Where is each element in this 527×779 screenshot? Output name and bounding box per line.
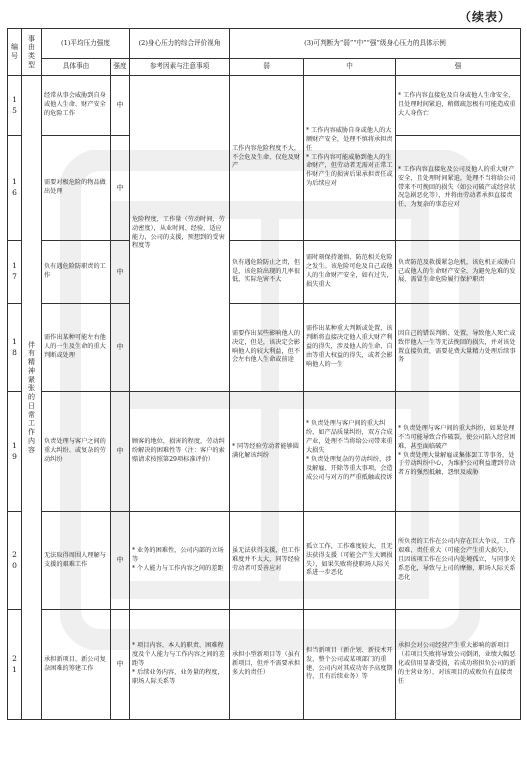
header-weak: 弱 <box>230 59 304 76</box>
table-row <box>8 241 521 304</box>
weak-15-16: 工作内容危险程度不大，不会危及生命、仅危及财产 <box>230 76 304 241</box>
weak-20: 虽无法获得支援，但工作难度并不太大，同等经验劳动者可妥善应对 <box>230 512 304 610</box>
header-category: 事由类型 <box>22 29 42 76</box>
medium-15-16: * 工作内容威胁自身或他人的大额财产安全，处理不慎将承担责任 * 工作内容可能威胁到他人的生命财产，但劳动者无需对正常工作财产生的损害后果承担责任或为后续应对 <box>304 76 396 241</box>
row-intensity: 中 <box>111 392 130 512</box>
header-strong: 强 <box>396 59 521 76</box>
row-intensity: 中 <box>111 136 130 241</box>
table-row <box>8 304 521 392</box>
ref-21: * 项目内容、本人的职责、困难程度及个人能力与工作内容之间的差距等 * 后续业务内容、业务量的程度，职场人际关系等 <box>130 610 230 720</box>
table-row <box>8 610 521 720</box>
table-row <box>8 512 521 610</box>
row-matter: 承担新项目、新公司复杂困难的筹建工作 <box>42 610 111 720</box>
weak-18: 需要作出某些影响他人的决定，但是，该决定会影响他人的较大利益，但不会左右他人生命或前途 <box>230 304 304 392</box>
strong-15: * 工作内容直接危及自身或他人生命安全，且处理时间紧迫，稍微疏忽极有可能造成重大人身伤亡 <box>396 76 521 136</box>
row-matter: 经常从事会威胁到自身或他人生命、财产安全的危险工作 <box>42 76 111 136</box>
row-number: 18 <box>8 304 22 392</box>
row-matter: 需作出某种可能左右他人的一生及生命的重大判断或处理 <box>42 304 111 392</box>
row-number: 21 <box>8 610 22 720</box>
header-avg-pressure: (1)平均压力强度 <box>42 29 130 59</box>
medium-21: 担当新项目（新企划、新技术开发，整个公司或某项部门的重建，公司内对其成功寄予高度期待，且有后续业务）等 <box>304 610 396 720</box>
row-intensity: 中 <box>111 304 130 392</box>
header-mental-pressure: (2)身心压力的综合评价视角 <box>130 29 230 59</box>
weak-17: 负有遇危险防止之责，但是，该危险出现的几率很低，实际危害不大 <box>230 241 304 304</box>
row-number: 19 <box>8 392 22 512</box>
medium-19: * 负责处理与客户间的重大纠纷，如产品质量纠纷，双方合成产业，处理不当将给公司带来重大损失 * 负责处理复杂的劳动纠纷，涉及解雇、开除等重大事项，会造成公司与对方的严重抵触或投诉 <box>304 392 396 512</box>
row-matter: 负有遇危险防职责的工作 <box>42 241 111 304</box>
row-number: 17 <box>8 241 22 304</box>
ref-factors-group: 危险程度，工作量（劳动时间、劳动密度），从业时间、经验，适应能力，公司的支援，预想到的受害程度等 <box>130 76 230 392</box>
medium-18: 需作出某种重大判断或处置，该判断将直接决定他人重大财产利益的得失，涉及他人的生命、自由等重大权益的得失，或者会影响他人的一生 <box>304 304 396 392</box>
row-matter: 无法取得周围人理解与支援的艰难工作 <box>42 512 111 610</box>
weak-21: 承担小型新项目等（虽有新项目，但并不需要承担多大的责任） <box>230 610 304 720</box>
strong-21: 承担会对公司经营产生重大影响的新项目（若项目失败将导致公司倒闭，业绩大幅恶化或信用显著受损，若成功将担负公司的新的主营业务），对该项目的成败负有直接责任 <box>396 610 521 720</box>
row-number: 20 <box>8 512 22 610</box>
header-specific-matter: 具体事由 <box>42 59 111 76</box>
row-intensity: 中 <box>111 512 130 610</box>
strong-20: 所负责的工作在公司内存在巨大争议，工作艰难，责任重大（可能会产生重大损失），且因该项工作在公司内处境孤立，与同事关系恶化，导致与上司的摩擦，职场人际关系恶化 <box>396 512 521 610</box>
strong-16: * 工作内容直接危及公司及他人的重大财产安全，且处理时间紧迫，处理不当将给公司带来不可挽回的损失（如公司破产或经营状况急剧恶化等），并将由劳动者承担直接责任，为复杂的事态应对 <box>396 136 521 241</box>
strong-17: 负责防范及救援紧急危机，该危机正威胁自己或他人的生命财产安全，为避免危难的发展，需冒生命危险履行保护职责 <box>396 241 521 304</box>
category-cell: 伴有精神紧张的日常工作内容 <box>22 76 42 720</box>
header-row-1 <box>8 29 521 59</box>
weak-19: * 同等经验劳动者能够圆满化解该纠纷 <box>230 392 304 512</box>
medium-17: 需时刻保持谨慎，防范相关危险之发生。该危险可危及自己或他人的生命财产安全，如有过失，损失重大 <box>304 241 396 304</box>
ref-20: * 业务的困难性，公司内部的立场等 * 个人能力与工作内容之间的差距 <box>130 512 230 610</box>
header-row-2 <box>8 59 521 76</box>
strong-18: 因自己的错误判断、处置，导致他人死亡或致伴他人一生等无法挽回的损失，并对该处置直接负责，需要花费大量精力处理后续事务 <box>396 304 521 392</box>
row-intensity: 中 <box>111 76 130 136</box>
table-row <box>8 392 521 512</box>
medium-20: 孤立工作，工作难度较大，且无法获得支援（可能会产生大额损失），如果失败将使职场人际关系进一步恶化 <box>304 512 396 610</box>
header-no: 编号 <box>8 29 22 76</box>
strong-19: * 负责处理与客户间的重大纠纷，如果处理不当可能导致合作破裂，使公司陷入经营困难，甚至面临破产 * 负责处理大量解雇或集体罢工等事务，处于劳动纠纷中心，为维护公司利益遭到劳动者方的强烈抵触，怨恨及威胁 <box>396 392 521 512</box>
header-intensity: 强度 <box>111 59 130 76</box>
header-examples: (3)可判断为“弱”“中”“强”级身心压力的具体示例 <box>230 29 521 59</box>
row-intensity: 中 <box>111 610 130 720</box>
row-matter: 需要对极危险的物品做出处理 <box>42 136 111 241</box>
ref-19: 顾客的地位，损害的程度，劳动纠纷解决的困难性等（注：客户的索赔请求按照第29项标准评价） <box>130 392 230 512</box>
row-number: 15 <box>8 76 22 136</box>
row-matter: 负责处理与客户之间的重大纠纷、或复杂的劳动纠纷 <box>42 392 111 512</box>
row-intensity: 中 <box>111 241 130 304</box>
header-medium: 中 <box>304 59 396 76</box>
table-row <box>8 76 521 136</box>
continued-label: （续表） <box>458 10 511 24</box>
header-ref-factors: 参考因素与注意事项 <box>130 59 230 76</box>
pressure-table <box>7 28 521 720</box>
row-number: 16 <box>8 136 22 241</box>
